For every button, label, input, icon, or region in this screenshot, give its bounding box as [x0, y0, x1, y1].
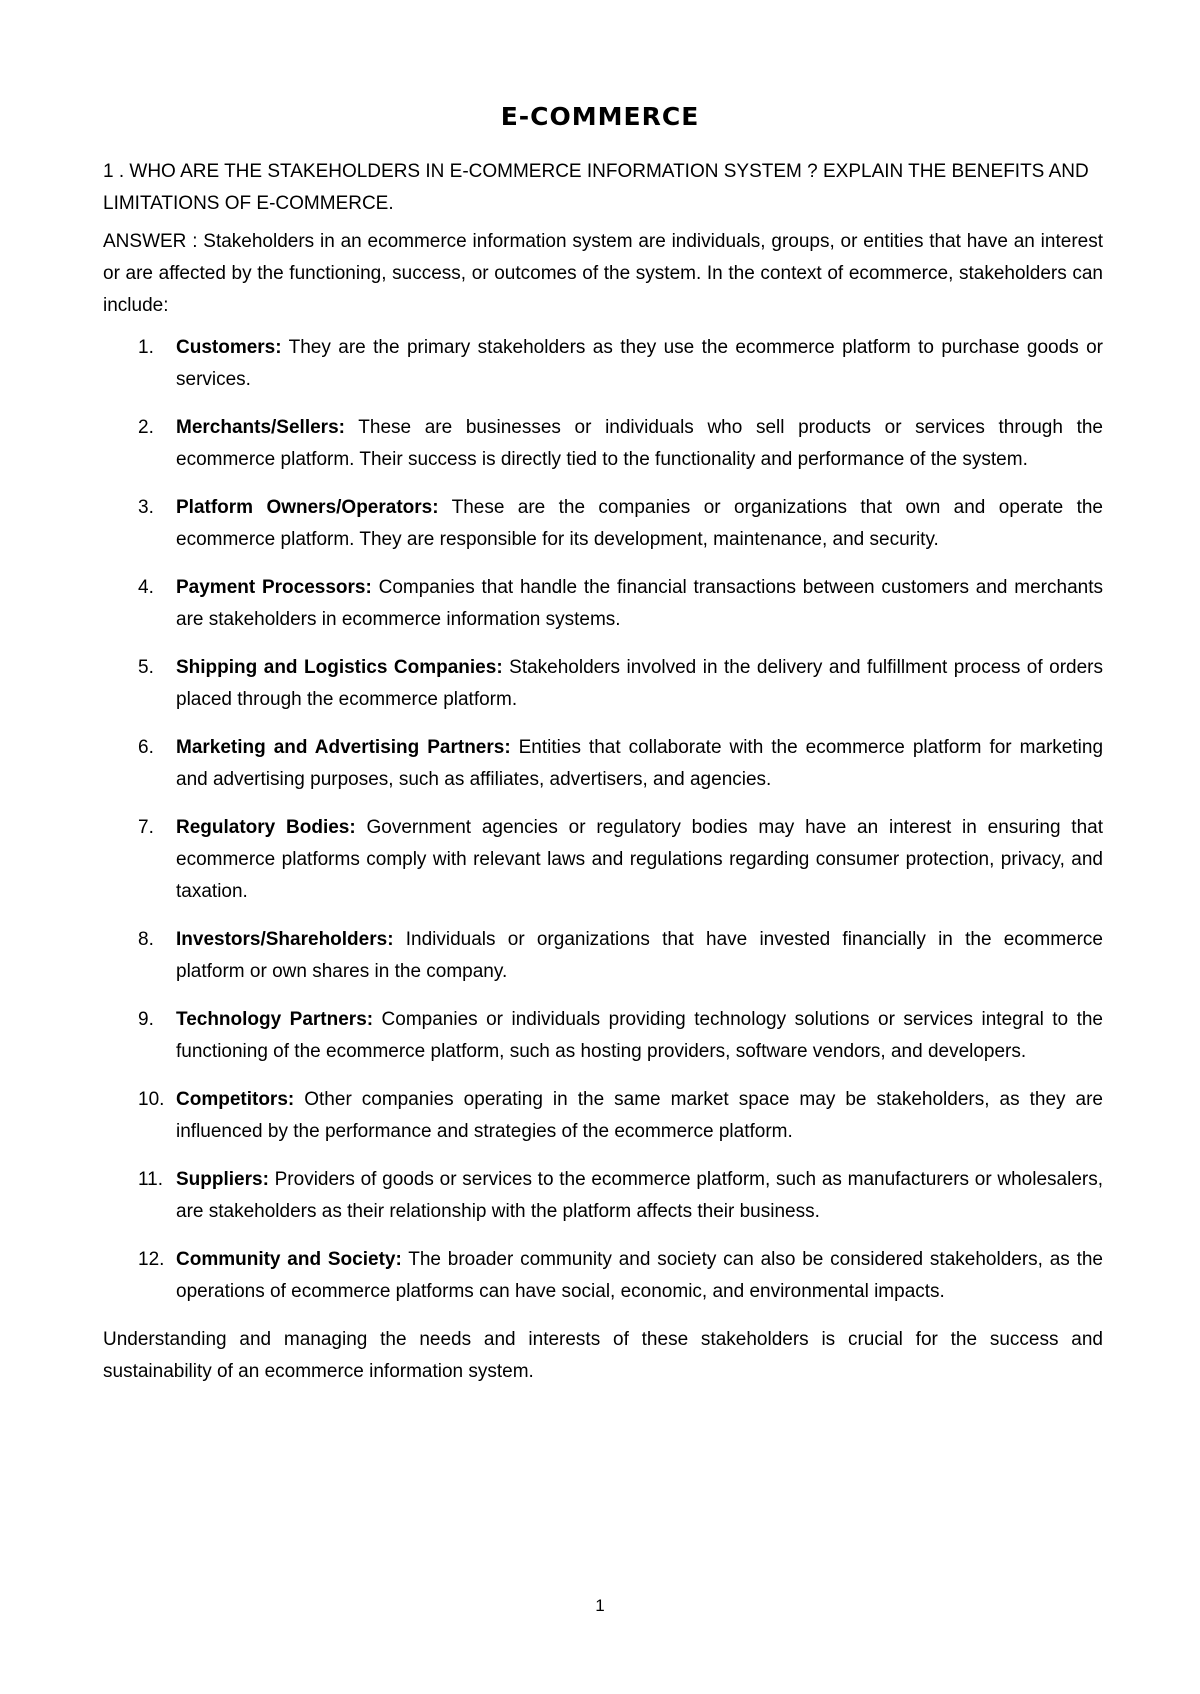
list-item-term: Regulatory Bodies:: [176, 817, 356, 838]
list-item-text: They are the primary stakeholders as they use the ecommerce platform to purchase goods or services.: [176, 337, 1103, 390]
list-item-text: These are the companies or organizations that own and operate the ecommerce platform. They are responsible for its development, maintenance, and security.: [176, 497, 1103, 550]
list-item-number: 3.: [138, 497, 154, 518]
list-item-text: Providers of goods or services to the ecommerce platform, such as manufacturers or wholesalers, are stakeholders as their relationship with the platform affects their business.: [176, 1169, 1103, 1222]
list-item-number: 6.: [138, 737, 154, 758]
list-item-text: The broader community and society can also be considered stakeholders, as the operations of ecommerce platforms can have social, economic, and environmental impacts.: [176, 1249, 1104, 1302]
list-item: [103, 732, 1103, 796]
list-item: [103, 492, 1103, 556]
list-item-number: 5.: [138, 657, 154, 678]
list-item: [103, 1244, 1103, 1308]
list-item-text: Individuals or organizations that have invested financially in the ecommerce platform or own shares in the company.: [176, 929, 1103, 982]
list-item: [103, 1004, 1103, 1068]
closing-paragraph: Understanding and managing the needs and interests of these stakeholders is crucial for the success and sustainability of an ecommerce information system.: [103, 1329, 1103, 1382]
list-item-number: 10.: [138, 1089, 165, 1110]
list-item-number: 1.: [138, 337, 154, 358]
list-item: [103, 652, 1103, 716]
list-item-term: Investors/Shareholders:: [176, 929, 394, 950]
document-title: E-COMMERCE: [500, 102, 700, 131]
list-item-term: Merchants/Sellers:: [176, 417, 345, 438]
list-item-text: Other companies operating in the same market space may be stakeholders, as they are influenced by the performance and strategies of the ecommerce platform.: [176, 1089, 1103, 1142]
list-item-term: Platform Owners/Operators:: [176, 497, 439, 518]
list-item-text: Government agencies or regulatory bodies may have an interest in ensuring that ecommerce platforms comply with relevant laws and regulations regarding consumer protection, privacy, and taxation.: [176, 817, 1103, 902]
list-item-term: Shipping and Logistics Companies:: [176, 657, 503, 678]
list-item: [103, 1084, 1103, 1148]
list-item-term: Community and Society:: [176, 1249, 402, 1270]
list-item-text: Entities that collaborate with the ecommerce platform for marketing and advertising purposes, such as affiliates, advertisers, and agencies.: [176, 737, 1104, 790]
list-item: [103, 812, 1103, 908]
list-item-term: Customers:: [176, 337, 282, 358]
stakeholder-list: [103, 332, 1103, 1308]
page-number: 1: [595, 1596, 605, 1615]
list-item-text: These are businesses or individuals who sell products or services through the ecommerce platform. Their success is directly tied to the functionality and performance of the system.: [176, 417, 1103, 470]
list-item-number: 7.: [138, 817, 154, 838]
list-item: [103, 1164, 1103, 1228]
list-item-text: Companies that handle the financial transactions between customers and merchants are stakeholders in ecommerce information systems.: [176, 577, 1103, 630]
document-body: [103, 156, 1103, 1388]
list-item-number: 9.: [138, 1009, 154, 1030]
answer-intro: ANSWER : Stakeholders in an ecommerce information system are individuals, groups, or entities that have an interest or are affected by the functioning, success, or outcomes of the system. In the context of ecommerce, stakeholders can include:: [103, 231, 1103, 316]
list-item-term: Technology Partners:: [176, 1009, 374, 1030]
list-item-number: 11.: [138, 1169, 164, 1190]
list-item-term: Payment Processors:: [176, 577, 372, 598]
list-item-term: Suppliers:: [176, 1169, 269, 1190]
list-item-term: Marketing and Advertising Partners:: [176, 737, 511, 758]
list-item: [103, 412, 1103, 476]
list-item-number: 2.: [138, 417, 154, 438]
list-item-text: Stakeholders involved in the delivery and fulfillment process of orders placed through the ecommerce platform.: [176, 657, 1103, 710]
list-item: [103, 572, 1103, 636]
list-item: [103, 332, 1103, 396]
list-item-number: 8.: [138, 929, 154, 950]
question-text: 1 . WHO ARE THE STAKEHOLDERS IN E-COMMERCE INFORMATION SYSTEM ? EXPLAIN THE BENEFITS AND LIMITATIONS OF E-COMMERCE.: [103, 161, 1089, 214]
list-item-text: Companies or individuals providing technology solutions or services integral to the functioning of the ecommerce platform, such as hosting providers, software vendors, and developers.: [176, 1009, 1103, 1062]
list-item-number: 4.: [138, 577, 154, 598]
list-item-term: Competitors:: [176, 1089, 295, 1110]
list-item: [103, 924, 1103, 988]
list-item-number: 12.: [138, 1249, 165, 1270]
